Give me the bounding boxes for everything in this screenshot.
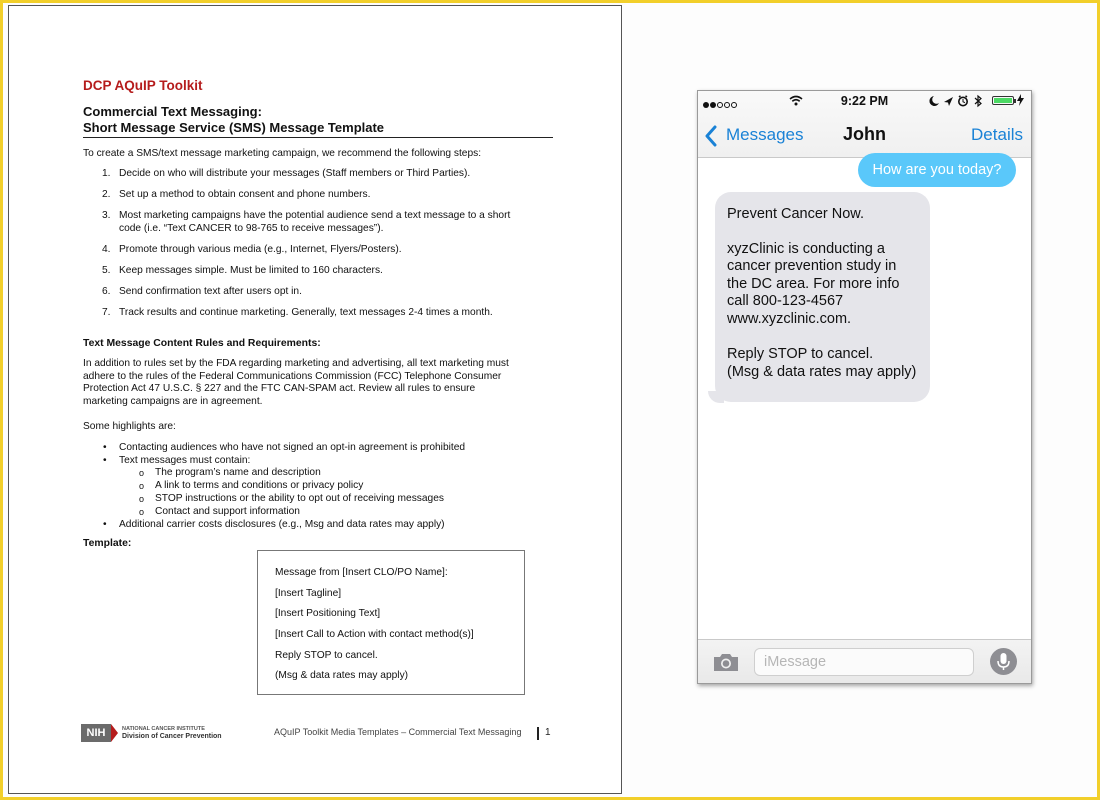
- step-text: Most marketing campaigns have the potential audience send a text message to a short: [119, 210, 511, 221]
- document-page: [8, 5, 622, 794]
- footer-text: AQuIP Toolkit Media Templates – Commercial Text Messaging: [274, 727, 522, 737]
- message-input-placeholder: iMessage: [764, 654, 827, 670]
- rules-paragraph-line: marketing campaigns are in agreement.: [83, 395, 263, 407]
- intro-text: To create a SMS/text message marketing campaign, we recommend the following steps:: [83, 148, 482, 159]
- alarm-icon: [959, 96, 967, 106]
- step-text: Track results and continue marketing. Generally, text messages 2-4 times a month.: [119, 306, 493, 318]
- status-icons: [928, 94, 988, 108]
- nih-logo-line1: NATIONAL CANCER INSTITUTE: [122, 726, 205, 732]
- template-line: (Msg & data rates may apply): [275, 670, 409, 681]
- message-input[interactable]: [754, 648, 974, 676]
- bullet-text: Contacting audiences who have not signed an opt-in agreement is prohibited: [119, 442, 466, 453]
- bullet-glyph: •: [103, 455, 107, 466]
- moon-icon: [929, 96, 939, 106]
- template-line: [Insert Call to Action with contact method(s)]: [275, 629, 474, 640]
- received-line: call 800-123-4567: [727, 293, 844, 309]
- step-text: Keep messages simple. Must be limited to 160 characters.: [119, 264, 383, 276]
- document-title-line1: Commercial Text Messaging:: [83, 104, 262, 119]
- received-line: www.xyzclinic.com.: [727, 311, 852, 327]
- microphone-button[interactable]: [990, 648, 1017, 675]
- step-text: Send confirmation text after users opt in.: [119, 285, 302, 297]
- template-line: Message from [Insert CLO/PO Name]:: [275, 567, 448, 578]
- highlights-intro: Some highlights are:: [83, 421, 176, 432]
- step-item: [83, 286, 548, 299]
- bluetooth-icon: [975, 96, 981, 106]
- charging-icon: [1017, 94, 1024, 106]
- step-item: [83, 210, 548, 235]
- step-text: Promote through various media (e.g., Internet, Flyers/Posters).: [119, 243, 402, 255]
- bullet-text: Additional carrier costs disclosures (e.g., Msg and data rates may apply): [119, 519, 445, 530]
- received-line: xyzClinic is conducting a: [727, 241, 885, 257]
- received-message-bubble: [715, 192, 930, 402]
- template-heading: Template:: [83, 538, 132, 549]
- nih-chevron-icon: [111, 724, 118, 742]
- step-item: [83, 168, 548, 181]
- rules-paragraph-line: Protection Act 47 U.S.C. § 227 and the FTC CAN-SPAM act. Review all rules to ensure: [83, 383, 476, 395]
- rules-paragraph-line: adhere to the rules of the Federal Communications Commission (FCC) Telephone Consumer: [83, 370, 502, 382]
- template-line: [Insert Positioning Text]: [275, 608, 381, 619]
- bullet-text: Text messages must contain:: [119, 455, 251, 466]
- template-box: [257, 550, 525, 695]
- contact-name: John: [843, 124, 886, 144]
- back-button[interactable]: Messages: [726, 125, 804, 144]
- input-bar: [698, 639, 1031, 684]
- received-line: cancer prevention study in: [727, 258, 897, 274]
- rules-paragraph: [83, 358, 553, 408]
- sub-bullet-glyph: o: [139, 507, 145, 517]
- nih-logo: [81, 722, 241, 744]
- step-item: [83, 189, 548, 202]
- received-line: the DC area. For more info: [727, 276, 900, 292]
- step-number: 4.: [102, 243, 111, 255]
- template-line: [Insert Tagline]: [275, 588, 342, 599]
- step-number: 3.: [102, 210, 111, 221]
- page-number: 1: [545, 727, 551, 738]
- steps-list: [83, 168, 548, 328]
- step-text: Decide on who will distribute your messages (Staff members or Third Parties).: [119, 168, 471, 179]
- location-arrow-icon: [944, 97, 953, 106]
- received-line: Prevent Cancer Now.: [727, 206, 865, 222]
- rules-heading: Text Message Content Rules and Requirements:: [83, 338, 321, 349]
- step-number: 5.: [102, 264, 111, 276]
- rules-paragraph-line: In addition to rules set by the FDA regarding marketing and advertising, all text marketing must: [83, 358, 509, 369]
- step-item: [83, 244, 548, 257]
- step-number: 1.: [102, 168, 111, 179]
- sent-message-bubble: How are you today?: [858, 153, 1016, 187]
- status-time: 9:22 PM: [840, 94, 889, 108]
- status-bar: [698, 91, 1031, 111]
- step-item: [83, 265, 548, 278]
- document-brand: DCP AQuIP Toolkit: [83, 78, 203, 93]
- footer-divider: [537, 727, 539, 740]
- step-number: 2.: [102, 189, 111, 200]
- nav-bar: [698, 115, 1031, 155]
- sub-bullet-text: The program’s name and description: [155, 467, 321, 478]
- phone-top-bars: [698, 91, 1031, 158]
- received-line: (Msg & data rates may apply): [727, 364, 917, 380]
- microphone-icon: [990, 648, 1017, 675]
- bullet-glyph: •: [103, 519, 107, 530]
- camera-icon[interactable]: [712, 651, 740, 673]
- sub-bullet-glyph: o: [139, 494, 145, 504]
- document-title: [83, 104, 553, 138]
- template-line: Reply STOP to cancel.: [275, 650, 378, 661]
- document-title-line2: Short Message Service (SMS) Message Template: [83, 120, 385, 135]
- nih-logo-line2: Division of Cancer Prevention: [122, 733, 222, 740]
- phone-screen: [697, 90, 1032, 684]
- sub-bullet-text: A link to terms and conditions or privacy policy: [155, 480, 364, 491]
- details-button[interactable]: Details: [971, 125, 1023, 144]
- step-text: code (i.e. “Text CANCER to 98-765 to receive messages”).: [119, 222, 384, 234]
- step-text: Set up a method to obtain consent and phone numbers.: [119, 189, 371, 200]
- sub-bullet-glyph: o: [139, 481, 145, 491]
- bullet-glyph: •: [103, 442, 107, 453]
- step-item: [83, 307, 548, 320]
- sub-bullet-glyph: o: [139, 468, 145, 478]
- received-line: Reply STOP to cancel.: [727, 346, 874, 362]
- step-number: 7.: [102, 306, 111, 318]
- battery-icon: [992, 96, 1014, 105]
- nih-logo-mark: NIH: [81, 724, 111, 742]
- step-number: 6.: [102, 285, 111, 297]
- sub-bullet-text: STOP instructions or the ability to opt out of receiving messages: [155, 493, 444, 504]
- sub-bullet-text: Contact and support information: [155, 506, 300, 517]
